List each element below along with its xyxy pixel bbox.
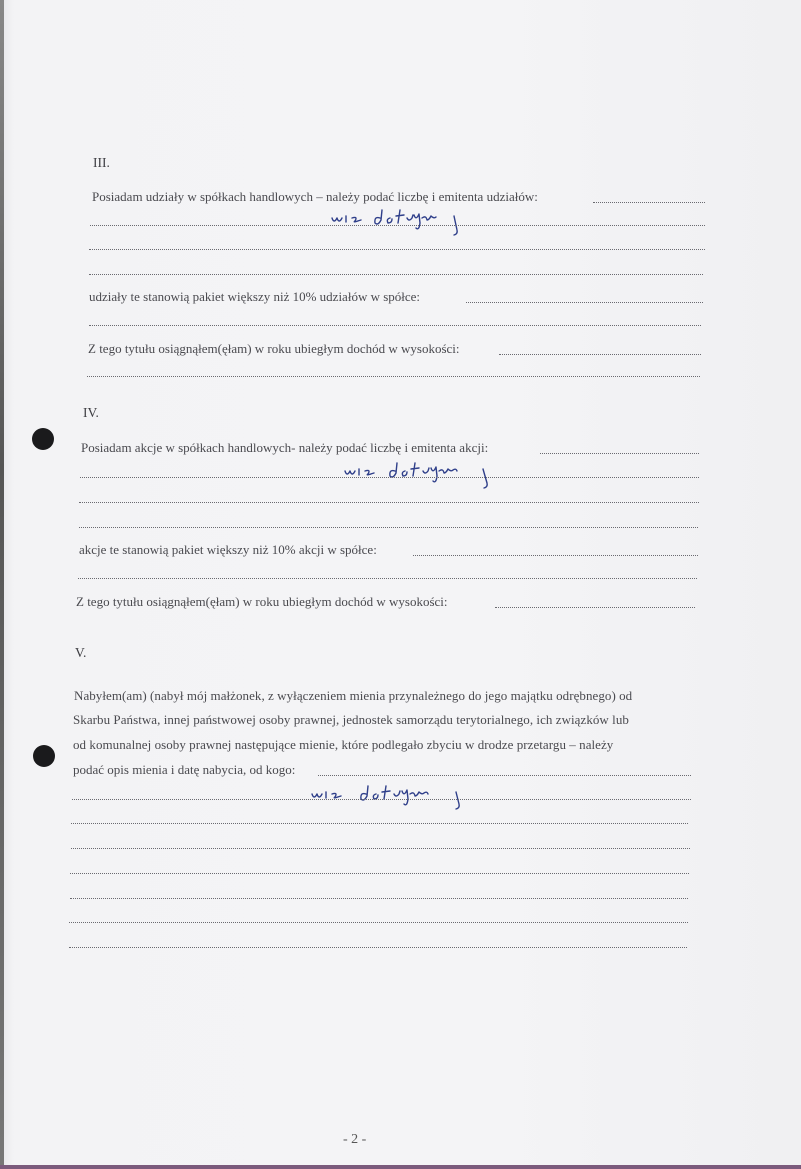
section-4-fill-line-3 bbox=[79, 502, 699, 503]
section-4-fill-line-7 bbox=[495, 607, 695, 608]
section-5-fill-line-5 bbox=[70, 873, 689, 874]
section-3-fill-line-8 bbox=[87, 376, 700, 377]
section-3-fill-line-4 bbox=[89, 274, 703, 275]
punch-hole-top bbox=[32, 428, 54, 450]
section-5-paragraph-line-1: Nabyłem(am) (nabył mój małżonek, z wyłączeniem mienia przynależnego do jego majątku odrębnego) od bbox=[74, 688, 633, 703]
section-3-package-label: udziały te stanowią pakiet większy niż 10% udziałów w spółce: bbox=[89, 289, 421, 304]
section-4-fill-line-1 bbox=[540, 453, 699, 454]
section-3-fill-line-2 bbox=[90, 225, 705, 226]
section-5-paragraph-line-2: Skarbu Państwa, innej państwowej osoby prawnej, jednostek samorządu terytorialnego, ich związków lub bbox=[73, 712, 629, 727]
page-bottom-edge bbox=[0, 1165, 801, 1169]
section-5-fill-line-1 bbox=[318, 775, 691, 776]
page-left-edge bbox=[0, 0, 4, 1169]
section-4-fill-line-4 bbox=[79, 527, 698, 528]
section-5-handwriting-strokes bbox=[310, 780, 470, 816]
section-5-handwritten-note bbox=[310, 780, 470, 816]
section-5-paragraph-line-3: od komunalnej osoby prawnej następujące mienie, które podlegało zbyciu w drodze przetargu – należy bbox=[73, 737, 614, 752]
section-4-stocks-label: Posiadam akcje w spółkach handlowych- należy podać liczbę i emitenta akcji: bbox=[81, 440, 489, 455]
section-5-fill-line-7 bbox=[69, 922, 688, 923]
section-4-heading: IV. bbox=[83, 405, 99, 420]
section-5-fill-line-8 bbox=[69, 947, 687, 948]
section-3-fill-line-3 bbox=[89, 249, 705, 250]
section-3-fill-line-5 bbox=[466, 302, 703, 303]
section-4-income-label: Z tego tytułu osiągnąłem(ęłam) w roku ubiegłym dochód w wysokości: bbox=[76, 594, 448, 609]
section-3-income-label: Z tego tytułu osiągnąłem(ęłam) w roku ubiegłym dochód w wysokości: bbox=[88, 341, 460, 356]
section-5-paragraph-line-4: podać opis mienia i datę nabycia, od kogo: bbox=[73, 762, 296, 777]
page-number: - 2 - bbox=[343, 1132, 367, 1147]
section-5-fill-line-3 bbox=[71, 823, 688, 824]
section-5-fill-line-6 bbox=[70, 898, 688, 899]
section-3-fill-line-6 bbox=[89, 325, 701, 326]
section-4-fill-line-2 bbox=[80, 477, 699, 478]
section-4-handwriting-strokes bbox=[343, 457, 498, 493]
section-5-fill-line-4 bbox=[71, 848, 690, 849]
section-5-fill-line-2 bbox=[72, 799, 691, 800]
punch-hole-bottom bbox=[33, 745, 55, 767]
section-5-heading: V. bbox=[75, 645, 87, 660]
section-3-handwritten-note bbox=[330, 204, 465, 240]
section-3-shares-label: Posiadam udziały w spółkach handlowych – należy podać liczbę i emitenta udziałów: bbox=[92, 189, 538, 204]
section-4-fill-line-6 bbox=[78, 578, 697, 579]
section-3-fill-line-1 bbox=[593, 202, 705, 203]
section-4-package-label: akcje te stanowią pakiet większy niż 10% akcji w spółce: bbox=[79, 542, 377, 557]
section-3-heading: III. bbox=[93, 155, 110, 170]
section-3-handwriting-strokes bbox=[330, 204, 465, 240]
section-4-fill-line-5 bbox=[413, 555, 698, 556]
section-3-fill-line-7 bbox=[499, 354, 701, 355]
section-4-handwritten-note bbox=[343, 457, 498, 493]
